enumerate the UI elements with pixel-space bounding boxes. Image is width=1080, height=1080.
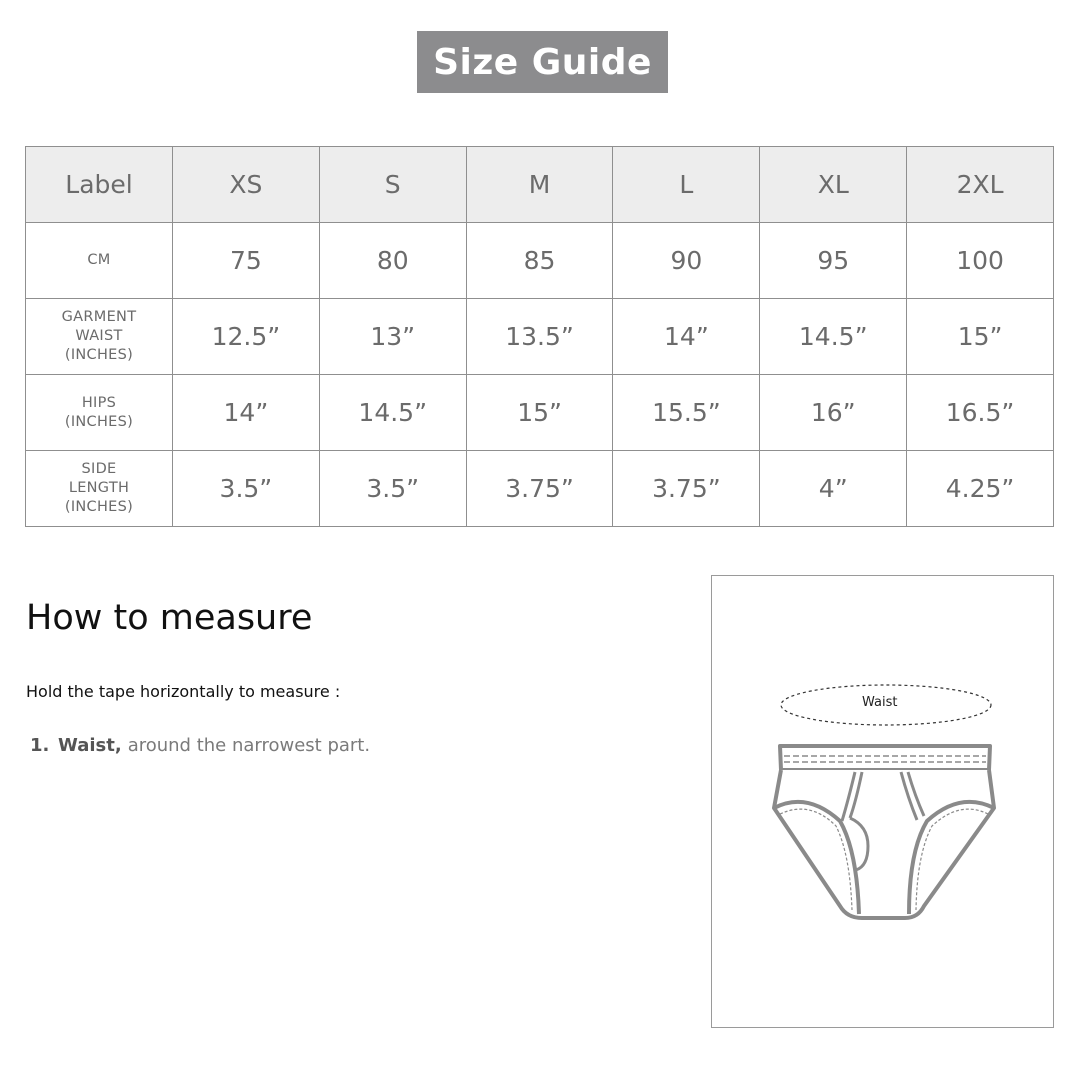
measurement-figure: [711, 575, 1054, 1028]
row-label-line: (INCHES): [64, 499, 134, 515]
page-title: Size Guide: [417, 31, 668, 93]
table-header-row: [26, 147, 1054, 223]
table-cell: 14”: [613, 299, 760, 375]
how-to-measure-heading: How to measure: [26, 598, 313, 638]
table-cell: 15.5”: [613, 375, 760, 451]
table-cell: 14.5”: [319, 375, 466, 451]
step-number: 1.: [30, 735, 50, 756]
header-cell-l: L: [613, 147, 760, 223]
table-cell: 12.5”: [173, 299, 320, 375]
table-cell: 13.5”: [466, 299, 613, 375]
table-cell: 90: [613, 223, 760, 299]
table-row-cm: [26, 223, 1054, 299]
table-cell: 75: [173, 223, 320, 299]
header-cell-2xl: 2XL: [907, 147, 1054, 223]
header-cell-xl: XL: [760, 147, 907, 223]
row-label-line: SIDE: [81, 461, 117, 477]
table-cell: 13”: [319, 299, 466, 375]
table-cell: 3.5”: [319, 451, 466, 527]
row-label-line: (INCHES): [64, 413, 134, 430]
table-cell: 16.5”: [907, 375, 1054, 451]
row-label-line: LENGTH: [68, 480, 130, 496]
header-cell-s: S: [319, 147, 466, 223]
table-row-hips: [26, 375, 1054, 451]
table-cell: 4.25”: [907, 451, 1054, 527]
row-label-line: HIPS: [81, 394, 117, 411]
briefs-outline-icon: [712, 576, 1055, 1029]
measure-instruction: Hold the tape horizontally to measure :: [26, 682, 341, 701]
row-label: [26, 223, 173, 299]
table-cell: 16”: [760, 375, 907, 451]
row-label-line: CM: [87, 252, 111, 268]
header-cell-xs: XS: [173, 147, 320, 223]
step-term: Waist,: [58, 735, 122, 756]
table-row-garment-waist: [26, 299, 1054, 375]
table-row-side-length: [26, 451, 1054, 527]
table-cell: 3.75”: [466, 451, 613, 527]
header-cell-label: Label: [26, 147, 173, 223]
table-cell: 14.5”: [760, 299, 907, 375]
list-item: [30, 735, 370, 756]
table-cell: 95: [760, 223, 907, 299]
table-cell: 3.75”: [613, 451, 760, 527]
row-label: [26, 375, 173, 451]
size-table: [25, 146, 1054, 527]
table-cell: 15”: [907, 299, 1054, 375]
header-cell-m: M: [466, 147, 613, 223]
row-label: [26, 299, 173, 375]
row-label: [26, 451, 173, 527]
table-cell: 4”: [760, 451, 907, 527]
row-label-line: WAIST: [75, 328, 123, 344]
step-text: around the narrowest part.: [127, 735, 371, 756]
waist-label: Waist: [862, 695, 898, 710]
row-label-line: GARMENT: [61, 309, 137, 325]
table-cell: 100: [907, 223, 1054, 299]
table-cell: 80: [319, 223, 466, 299]
row-label-line: (INCHES): [64, 347, 134, 363]
table-cell: 3.5”: [173, 451, 320, 527]
table-cell: 15”: [466, 375, 613, 451]
table-cell: 85: [466, 223, 613, 299]
table-cell: 14”: [173, 375, 320, 451]
